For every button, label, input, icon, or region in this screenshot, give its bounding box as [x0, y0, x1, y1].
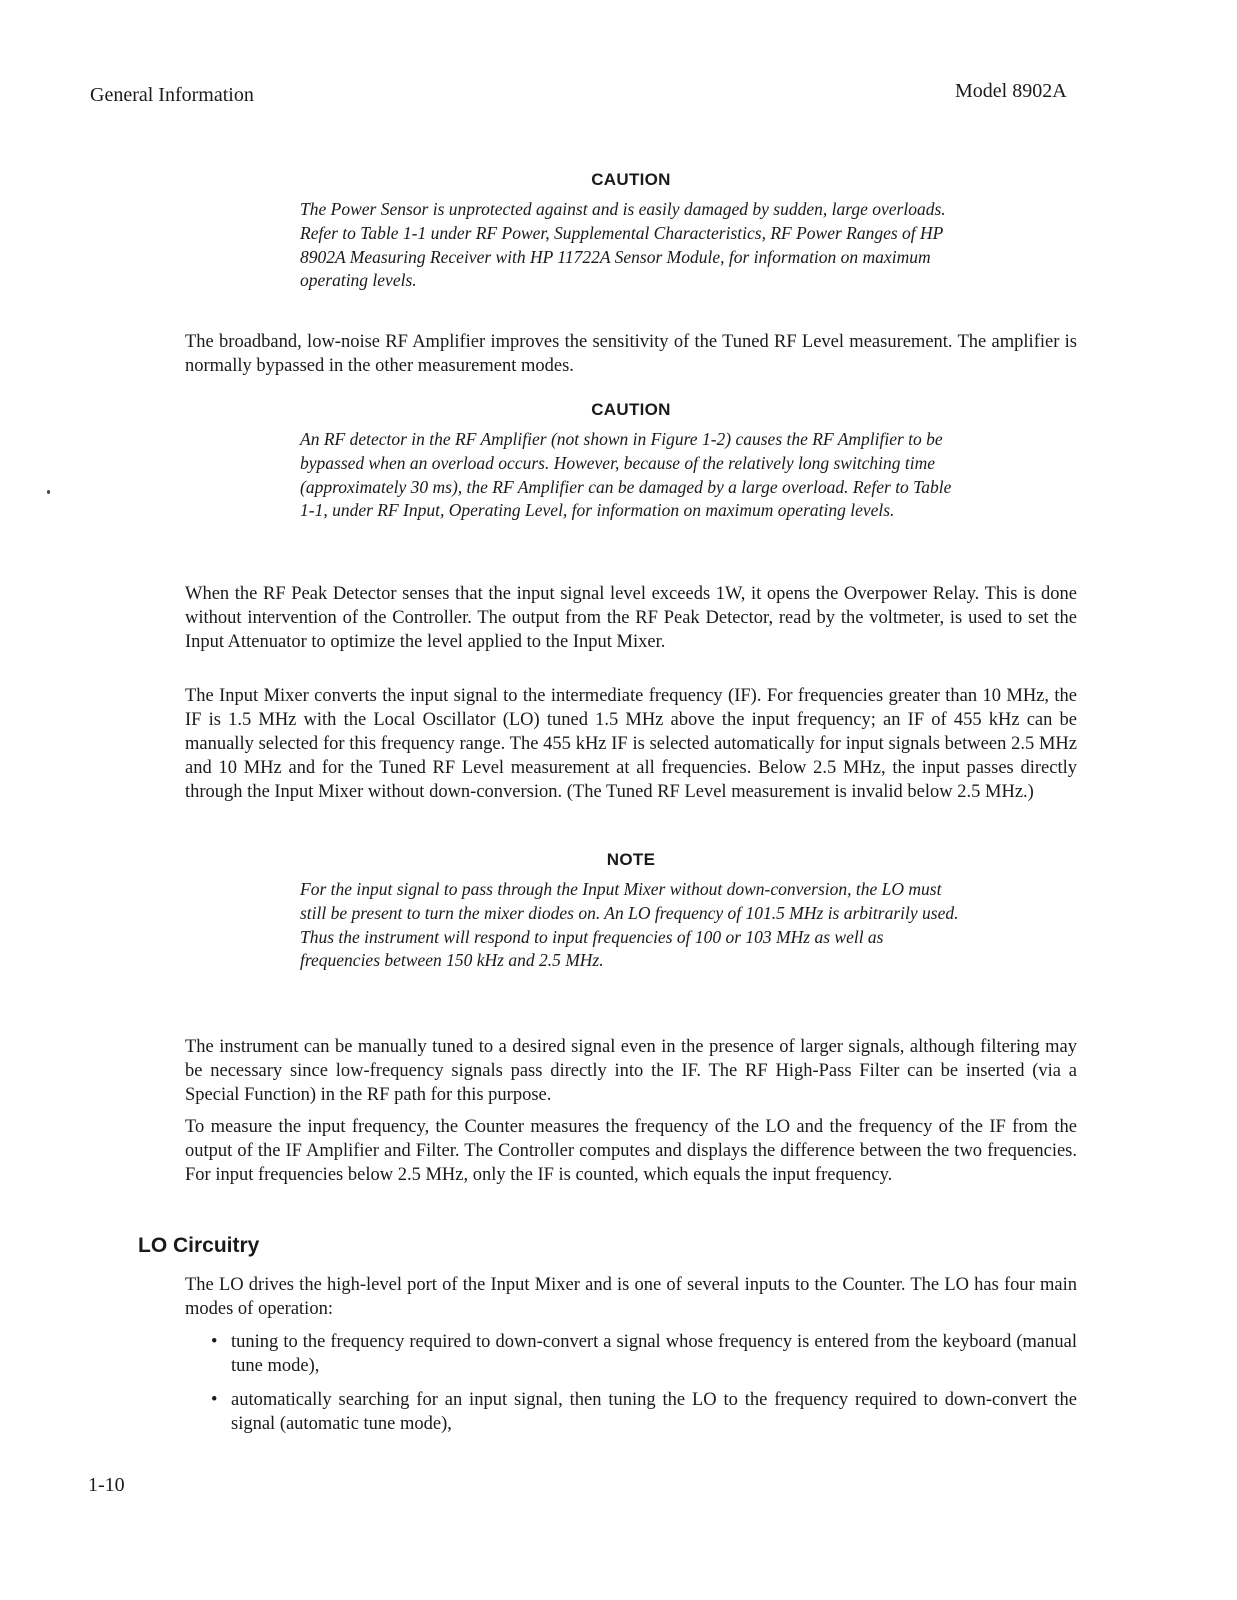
lo-modes-list [185, 1330, 1077, 1446]
caution-text: The Power Sensor is unprotected against and is easily damaged by sudden, large overloads. Refer to Table 1-1 under RF Power, Supplemental Characteristics, RF Power Ranges of HP 8902A Measuring Receiver with HP 11722A Sensor Module, for information on maximum operating levels. [300, 199, 946, 291]
caution-text: An RF detector in the RF Amplifier (not shown in Figure 1-2) causes the RF Amplifier to be bypassed when an overload occurs. However, because of the relatively long switching time (approximately 30 ms), the RF Amplifier can be damaged by a large overload. Refer to Table 1-1, under RF Input, Operating Level, for information on maximum operating levels. [300, 429, 952, 521]
paragraph-rf-amplifier: The broadband, low-noise RF Amplifier improves the sensitivity of the Tuned RF Level measurement. The amplifier is normally bypassed in the other measurement modes. [185, 332, 1077, 376]
note-text: For the input signal to pass through the Input Mixer without down-conversion, the LO must still be present to turn the mixer diodes on. An LO frequency of 101.5 MHz is arbitrarily used. Thus the instrument will respond to input frequencies of 100 or 103 MHz as well as frequencies between 150 kHz and 2.5 MHz. [300, 879, 959, 971]
page-number: 1-10 [88, 1474, 125, 1496]
caution-title: CAUTION [591, 400, 671, 419]
paragraph-input-mixer: The Input Mixer converts the input signal to the intermediate frequency (IF). For frequencies greater than 10 MHz, the IF is 1.5 MHz with the Local Oscillator (LO) tuned 1.5 MHz above the input frequency; an IF of 455 kHz can be manually selected for this frequency range. The 455 kHz IF is selected automatically for input signals between 2.5 MHz and 10 MHz and for the Tuned RF Level measurement at all frequencies. Below 2.5 MHz, the input passes directly through the Input Mixer without down-conversion. (The Tuned RF Level measurement is invalid below 2.5 MHz.) [185, 686, 1077, 802]
note-title: NOTE [606, 850, 656, 869]
paragraph-peak-detector: When the RF Peak Detector senses that the input signal level exceeds 1W, it opens the Overpower Relay. This is done without intervention of the Controller. The output from the RF Peak Detector, read by the voltmeter, is used to set the Input Attenuator to optimize the level applied to the Input Mixer. [185, 584, 1077, 652]
note-box-down-conversion [300, 850, 962, 973]
caution-box-power-sensor [300, 170, 962, 293]
scan-speck [47, 490, 50, 494]
list-item [185, 1330, 1077, 1378]
bullet-icon: • [211, 1390, 218, 1410]
section-heading-lo-circuitry: LO Circuitry [138, 1234, 260, 1257]
list-item-text: automatically searching for an input signal, then tuning the LO to the frequency required to down-convert the signal (automatic tune mode), [231, 1390, 1077, 1434]
bullet-icon: • [211, 1332, 218, 1352]
list-item-text: tuning to the frequency required to down-convert a signal whose frequency is entered from the keyboard (manual tune mode), [231, 1332, 1077, 1376]
running-header-section: General Information [90, 84, 254, 106]
running-header-model: Model 8902A [955, 80, 1067, 102]
paragraph-lo-intro: The LO drives the high-level port of the Input Mixer and is one of several inputs to the Counter. The LO has four main modes of operation: [185, 1275, 1077, 1319]
paragraph-manual-tuning: The instrument can be manually tuned to a desired signal even in the presence of larger signals, although filtering may be necessary since low-frequency signals pass directly into the IF. The RF High-Pass Filter can be inserted (via a Special Function) in the RF path for this purpose. [185, 1037, 1077, 1105]
paragraph-frequency-counting: To measure the input frequency, the Counter measures the frequency of the LO and the frequency of the IF from the output of the IF Amplifier and Filter. The Controller computes and displays the difference between the two frequencies. For input frequencies below 2.5 MHz, only the IF is counted, which equals the input frequency. [185, 1117, 1077, 1185]
list-item [185, 1388, 1077, 1436]
caution-title: CAUTION [591, 170, 671, 189]
caution-box-rf-amplifier [300, 400, 962, 523]
